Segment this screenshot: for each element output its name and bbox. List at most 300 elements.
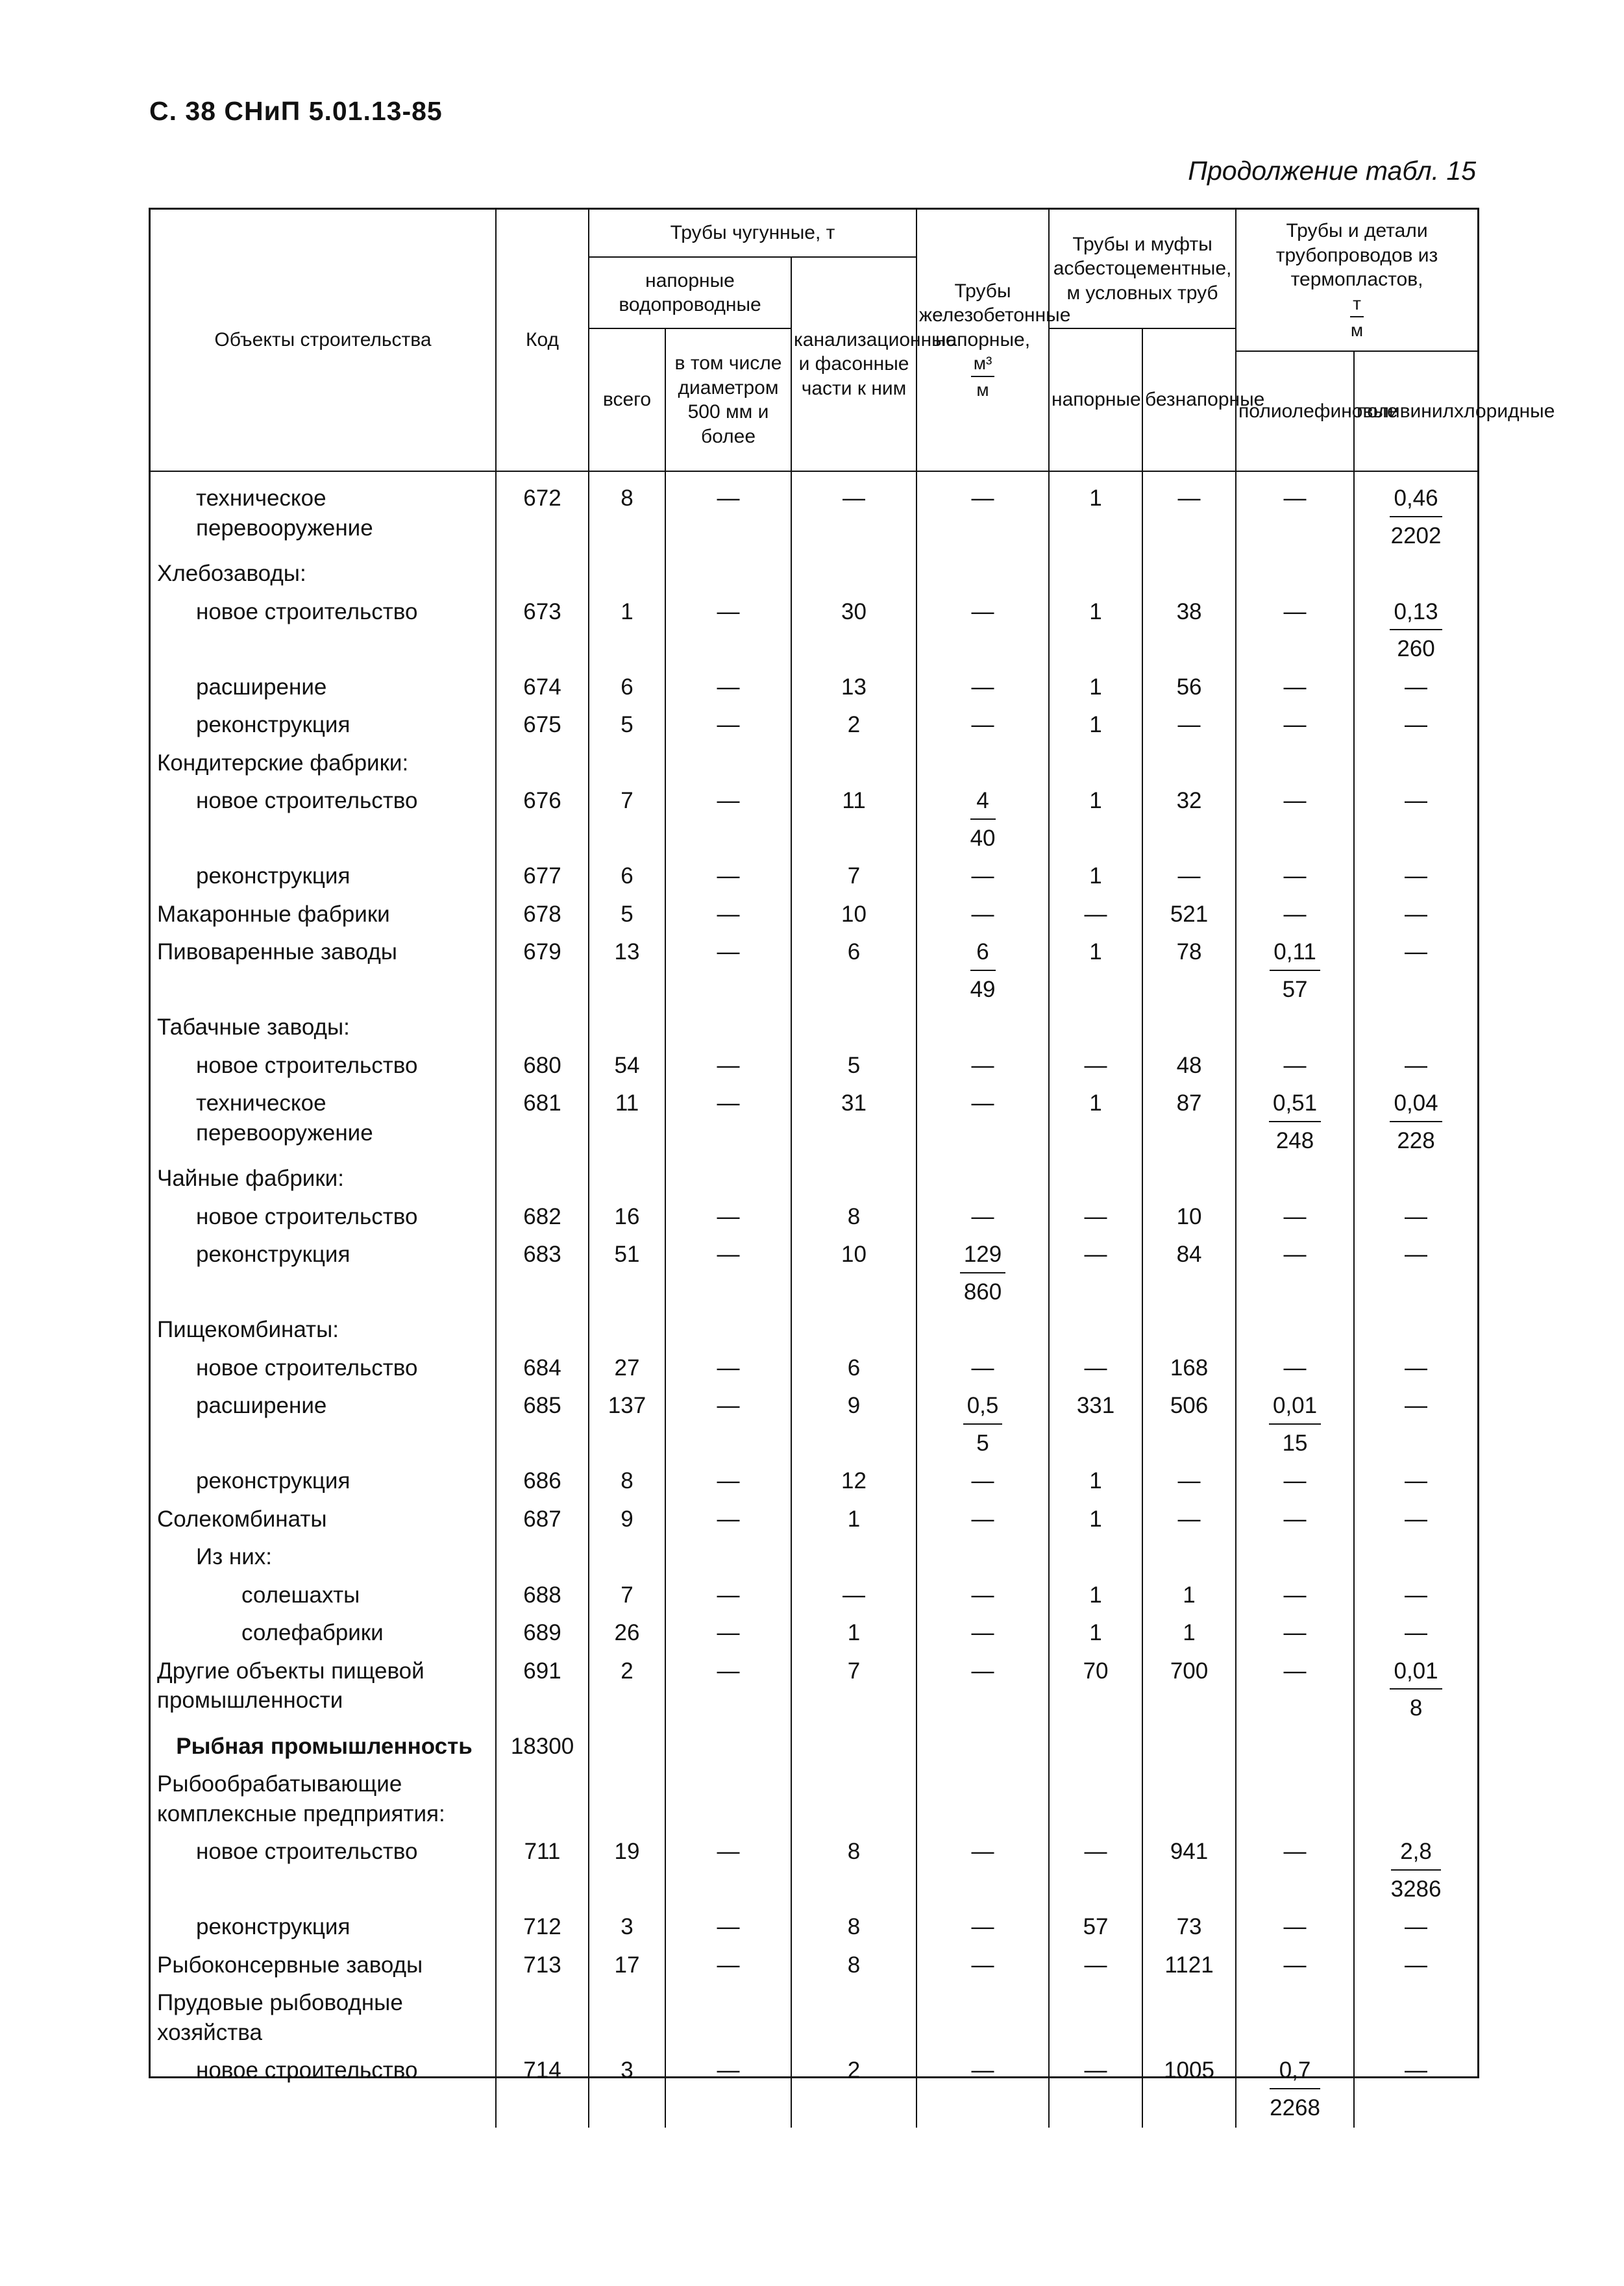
cell-code <box>496 1766 589 1834</box>
cell-polyolefin <box>1236 934 1354 1009</box>
cell-object-name: Пищекомбинаты: <box>157 1317 339 1342</box>
table-row <box>151 858 1477 896</box>
cell-asb-nonpressure: 1 <box>1142 1615 1236 1653</box>
cell-code: 674 <box>496 669 589 707</box>
cell-incl-500 <box>665 1539 791 1577</box>
cell-rc-pipes <box>917 1539 1049 1577</box>
cell-asb-nonpressure <box>1142 1161 1236 1199</box>
cell-polyolefin: — <box>1236 1653 1354 1728</box>
col-asb-nonpressure: безнапорные <box>1142 328 1236 471</box>
cell-incl-500 <box>665 1161 791 1199</box>
cell-sewer: 2 <box>791 707 917 745</box>
cell-polyolefin: — <box>1236 1048 1354 1086</box>
cell-code <box>496 1161 589 1199</box>
cell-polyolefin: — <box>1236 1236 1354 1312</box>
cell-asb-pressure <box>1049 556 1142 594</box>
col-rc-unit <box>971 352 995 401</box>
cell-pvc: — <box>1354 707 1477 745</box>
cell-code: 680 <box>496 1048 589 1086</box>
cell-total: 6 <box>589 669 665 707</box>
cell-polyolefin <box>1236 745 1354 783</box>
cell-object-name: Табачные заводы: <box>157 1014 350 1040</box>
fraction-value <box>1390 484 1442 550</box>
table-row <box>151 1653 1477 1728</box>
cell-pvc <box>1354 556 1477 594</box>
cell-rc-pipes: — <box>917 1085 1049 1161</box>
cell-total: 137 <box>589 1388 665 1463</box>
cell-pvc <box>1354 1766 1477 1834</box>
table-row <box>151 783 1477 858</box>
cell-object-name: Макаронные фабрики <box>157 901 390 927</box>
cell-incl-500 <box>665 1728 791 1767</box>
cell-sewer <box>791 745 917 783</box>
cell-object-name: техническое перевооружение <box>196 1090 373 1146</box>
cell-object-name: расширение <box>196 1393 327 1418</box>
table-row <box>151 1577 1477 1616</box>
cell-code: 675 <box>496 707 589 745</box>
cell-asb-pressure: — <box>1049 1834 1142 1909</box>
cell-incl-500 <box>665 556 791 594</box>
cell-rc-pipes: — <box>917 1615 1049 1653</box>
fraction-value <box>1391 1837 1442 1904</box>
cell-sewer: 8 <box>791 1947 917 1985</box>
cell-sewer: 7 <box>791 1653 917 1728</box>
cell-code: 714 <box>496 2052 589 2128</box>
table-row <box>151 1048 1477 1086</box>
cell-code: 18300 <box>496 1728 589 1767</box>
cell-sewer: 5 <box>791 1048 917 1086</box>
table-row <box>151 2052 1477 2128</box>
cell-asb-nonpressure <box>1142 745 1236 783</box>
cell-polyolefin: — <box>1236 1501 1354 1540</box>
cell-total <box>589 1161 665 1199</box>
cell-total <box>589 556 665 594</box>
col-asbestos: Трубы и муфты асбестоцементные, м условных труб <box>1049 210 1236 328</box>
cell-pvc: — <box>1354 1615 1477 1653</box>
fraction-value <box>970 937 996 1004</box>
col-objects: Объекты строительства <box>151 210 496 471</box>
cell-rc-pipes <box>917 1236 1049 1312</box>
cell-asb-nonpressure: 506 <box>1142 1388 1236 1463</box>
col-rc-title: Трубы железобетонные напорные, <box>919 280 1071 350</box>
cell-code: 713 <box>496 1947 589 1985</box>
cell-polyolefin: — <box>1236 669 1354 707</box>
cell-polyolefin <box>1236 1312 1354 1350</box>
cell-sewer <box>791 1009 917 1048</box>
table-row <box>151 1728 1477 1767</box>
cell-rc-pipes: — <box>917 1909 1049 1947</box>
cell-asb-pressure: — <box>1049 1236 1142 1312</box>
data-table-frame <box>149 208 1555 2120</box>
cell-pvc: — <box>1354 858 1477 896</box>
cell-pvc <box>1354 1312 1477 1350</box>
cell-sewer: 11 <box>791 783 917 858</box>
cell-total <box>589 1985 665 2052</box>
cell-rc-pipes: — <box>917 707 1049 745</box>
cell-incl-500 <box>665 1312 791 1350</box>
table-row <box>151 1236 1477 1312</box>
cell-code: 691 <box>496 1653 589 1728</box>
cell-incl-500: — <box>665 707 791 745</box>
col-asb-pressure: напорные <box>1049 328 1142 471</box>
cell-total <box>589 1728 665 1767</box>
cell-object-name: новое строительство <box>196 1839 418 1864</box>
cell-pvc: — <box>1354 1350 1477 1388</box>
cell-incl-500: — <box>665 1501 791 1540</box>
cell-polyolefin: — <box>1236 1577 1354 1616</box>
cell-incl-500: — <box>665 1236 791 1312</box>
cell-polyolefin: — <box>1236 1199 1354 1237</box>
cell-asb-pressure: 1 <box>1049 707 1142 745</box>
cell-asb-pressure <box>1049 1161 1142 1199</box>
cell-incl-500: — <box>665 934 791 1009</box>
cell-rc-pipes <box>917 1161 1049 1199</box>
cell-asb-pressure: 1 <box>1049 471 1142 556</box>
table-row <box>151 556 1477 594</box>
cell-asb-nonpressure: 1121 <box>1142 1947 1236 1985</box>
table-row <box>151 1085 1477 1161</box>
cell-total: 17 <box>589 1947 665 1985</box>
cell-asb-pressure: 1 <box>1049 1463 1142 1501</box>
cell-code: 683 <box>496 1236 589 1312</box>
cell-total: 7 <box>589 1577 665 1616</box>
cell-pvc: — <box>1354 934 1477 1009</box>
thermo-unit-num: т <box>1350 292 1364 317</box>
fraction-denominator: 57 <box>1282 976 1308 1002</box>
cell-pvc <box>1354 1728 1477 1767</box>
cell-code: 684 <box>496 1350 589 1388</box>
cell-pvc: — <box>1354 1388 1477 1463</box>
table-row <box>151 1501 1477 1540</box>
cell-code: 688 <box>496 1577 589 1616</box>
cell-rc-pipes: — <box>917 1834 1049 1909</box>
cell-object-name: реконструкция <box>196 1914 351 1939</box>
fraction-value <box>1270 937 1320 1004</box>
cell-rc-pipes: — <box>917 471 1049 556</box>
cell-polyolefin <box>1236 2052 1354 2128</box>
cell-object-name: Кондитерские фабрики: <box>157 750 409 776</box>
cell-object-name: новое строительство <box>196 1052 418 1078</box>
cell-code: 687 <box>496 1501 589 1540</box>
cell-rc-pipes <box>917 1766 1049 1834</box>
cell-total: 1 <box>589 594 665 669</box>
cell-incl-500: — <box>665 1388 791 1463</box>
cell-total: 8 <box>589 1463 665 1501</box>
table-row <box>151 1161 1477 1199</box>
cell-code <box>496 556 589 594</box>
cell-sewer: 31 <box>791 1085 917 1161</box>
cell-polyolefin: — <box>1236 783 1354 858</box>
cell-pvc: — <box>1354 1048 1477 1086</box>
table-row <box>151 1766 1477 1834</box>
table-body <box>151 471 1477 2128</box>
cell-sewer: 10 <box>791 896 917 935</box>
cell-incl-500: — <box>665 1653 791 1728</box>
cell-pvc: — <box>1354 669 1477 707</box>
col-code: Код <box>496 210 589 471</box>
cell-sewer: 1 <box>791 1615 917 1653</box>
cell-pvc: — <box>1354 783 1477 858</box>
cell-polyolefin <box>1236 1161 1354 1199</box>
cell-pvc: — <box>1354 1947 1477 1985</box>
cell-total <box>589 745 665 783</box>
col-thermoplastic <box>1236 210 1477 351</box>
cell-sewer: 8 <box>791 1834 917 1909</box>
cell-sewer <box>791 1985 917 2052</box>
cell-pvc <box>1354 1985 1477 2052</box>
fraction-denominator: 8 <box>1409 1695 1423 1721</box>
cell-asb-pressure: — <box>1049 1947 1142 1985</box>
cell-asb-nonpressure: — <box>1142 858 1236 896</box>
cell-total: 13 <box>589 934 665 1009</box>
page-header: С. 38 СНиП 5.01.13-85 <box>149 96 443 126</box>
cell-rc-pipes: — <box>917 1653 1049 1728</box>
fraction-denominator: 49 <box>970 976 996 1002</box>
cell-sewer: 6 <box>791 934 917 1009</box>
cell-incl-500: — <box>665 1615 791 1653</box>
cell-code <box>496 745 589 783</box>
cell-asb-nonpressure: 1 <box>1142 1577 1236 1616</box>
cell-asb-pressure: 1 <box>1049 858 1142 896</box>
cell-object-name: новое строительство <box>196 1355 418 1381</box>
cell-asb-pressure <box>1049 1985 1142 2052</box>
rc-unit-num: м³ <box>971 352 995 377</box>
cell-object-name: новое строительство <box>196 788 418 813</box>
cell-object-name: Хлебозаводы: <box>157 561 306 586</box>
col-sewer: канализационные и фасонные части к ним <box>791 257 917 471</box>
cell-sewer <box>791 1728 917 1767</box>
table-continuation-label: Продолжение табл. 15 <box>1188 156 1476 186</box>
cell-total: 6 <box>589 858 665 896</box>
cell-object-name: Прудовые рыбоводные хозяйства <box>157 1990 403 2045</box>
cell-asb-pressure: 1 <box>1049 669 1142 707</box>
cell-asb-nonpressure <box>1142 1766 1236 1834</box>
cell-polyolefin: — <box>1236 1909 1354 1947</box>
cell-asb-nonpressure <box>1142 1728 1236 1767</box>
fraction-value <box>970 786 996 853</box>
table-row <box>151 1615 1477 1653</box>
cell-sewer: 13 <box>791 669 917 707</box>
cell-asb-pressure <box>1049 745 1142 783</box>
cell-sewer: 8 <box>791 1909 917 1947</box>
cell-pvc: — <box>1354 2052 1477 2128</box>
cell-code: 712 <box>496 1909 589 1947</box>
cell-polyolefin <box>1236 1539 1354 1577</box>
cell-pvc <box>1354 1834 1477 1909</box>
cell-incl-500: — <box>665 1085 791 1161</box>
cell-object-name: Другие объекты пищевой промышленности <box>157 1658 424 1713</box>
cell-incl-500: — <box>665 783 791 858</box>
cell-asb-nonpressure: 48 <box>1142 1048 1236 1086</box>
cell-sewer: — <box>791 1577 917 1616</box>
fraction-denominator: 860 <box>963 1279 1002 1305</box>
cell-asb-nonpressure: — <box>1142 707 1236 745</box>
fraction-numerator: 0,7 <box>1270 2056 1320 2089</box>
cell-asb-pressure: — <box>1049 1199 1142 1237</box>
fraction-numerator: 0,5 <box>963 1391 1003 1425</box>
col-polyolefin: полиолефиновые <box>1236 351 1354 471</box>
cell-sewer: 6 <box>791 1350 917 1388</box>
fraction-numerator: 129 <box>960 1240 1005 1273</box>
table-row <box>151 471 1477 556</box>
cell-asb-nonpressure <box>1142 556 1236 594</box>
cell-sewer: 10 <box>791 1236 917 1312</box>
fraction-numerator: 0,46 <box>1390 484 1442 517</box>
cell-total <box>589 1539 665 1577</box>
cell-sewer: 1 <box>791 1501 917 1540</box>
cell-object-name: реконструкция <box>196 1468 351 1493</box>
cell-total: 9 <box>589 1501 665 1540</box>
cell-code <box>496 1539 589 1577</box>
cell-object-name: новое строительство <box>196 2058 418 2083</box>
cell-asb-pressure <box>1049 1539 1142 1577</box>
cell-asb-pressure: 1 <box>1049 934 1142 1009</box>
cell-sewer: 9 <box>791 1388 917 1463</box>
cell-object-name: Чайные фабрики: <box>157 1166 344 1191</box>
table-header <box>151 210 1555 471</box>
cell-code: 689 <box>496 1615 589 1653</box>
table-row <box>151 1539 1477 1577</box>
cell-pvc: — <box>1354 1463 1477 1501</box>
cell-total: 5 <box>589 896 665 935</box>
cell-asb-nonpressure <box>1142 1985 1236 2052</box>
table-row <box>151 1388 1477 1463</box>
cell-incl-500 <box>665 1009 791 1048</box>
cell-total: 26 <box>589 1615 665 1653</box>
cell-sewer <box>791 1312 917 1350</box>
table-row <box>151 934 1477 1009</box>
cell-asb-pressure: 331 <box>1049 1388 1142 1463</box>
cell-object-name: Рыбообрабатывающие комплексные предприятия: <box>157 1771 445 1826</box>
cell-asb-nonpressure: 32 <box>1142 783 1236 858</box>
rc-unit-den: м <box>976 380 989 400</box>
table-row <box>151 1199 1477 1237</box>
cell-asb-nonpressure: 1005 <box>1142 2052 1236 2128</box>
cell-pvc <box>1354 1161 1477 1199</box>
cell-asb-pressure <box>1049 1312 1142 1350</box>
fraction-denominator: 248 <box>1275 1127 1314 1153</box>
cell-object-name: новое строительство <box>196 598 418 624</box>
cell-code: 685 <box>496 1388 589 1463</box>
cell-asb-pressure: — <box>1049 896 1142 935</box>
cell-pvc <box>1354 1653 1477 1728</box>
cell-polyolefin: — <box>1236 594 1354 669</box>
cell-total: 51 <box>589 1236 665 1312</box>
cell-incl-500: — <box>665 669 791 707</box>
cell-polyolefin: — <box>1236 1615 1354 1653</box>
cell-object-name: реконструкция <box>196 1242 351 1267</box>
cell-code: 681 <box>496 1085 589 1161</box>
col-pressure-water: напорные водопроводные <box>589 257 791 328</box>
fraction-numerator: 0,13 <box>1390 597 1442 631</box>
table-row <box>151 594 1477 669</box>
cell-asb-nonpressure: 73 <box>1142 1909 1236 1947</box>
fraction-denominator: 260 <box>1397 636 1435 661</box>
cell-total: 8 <box>589 471 665 556</box>
fraction-denominator: 5 <box>976 1430 989 1456</box>
cell-rc-pipes: — <box>917 1463 1049 1501</box>
cell-polyolefin <box>1236 1388 1354 1463</box>
cell-rc-pipes <box>917 1009 1049 1048</box>
cell-object-name: техническое перевооружение <box>196 485 373 541</box>
cell-asb-pressure <box>1049 1766 1142 1834</box>
cell-pvc <box>1354 1539 1477 1577</box>
table-row <box>151 707 1477 745</box>
fraction-denominator: 3286 <box>1390 1876 1442 1902</box>
cell-polyolefin <box>1236 1766 1354 1834</box>
fraction-denominator: 40 <box>970 825 996 851</box>
cell-total: 19 <box>589 1834 665 1909</box>
table-row <box>151 1985 1477 2052</box>
cell-object-name: Пивоваренные заводы <box>157 939 397 965</box>
cell-code: 672 <box>496 471 589 556</box>
cell-pvc: — <box>1354 1577 1477 1616</box>
cell-pvc <box>1354 594 1477 669</box>
cell-rc-pipes: — <box>917 594 1049 669</box>
cell-pvc <box>1354 1085 1477 1161</box>
fraction-denominator: 228 <box>1397 1127 1435 1153</box>
cell-object-name: Из них: <box>196 1544 273 1569</box>
cell-asb-pressure: 1 <box>1049 1577 1142 1616</box>
cell-pvc: — <box>1354 896 1477 935</box>
cell-rc-pipes: — <box>917 896 1049 935</box>
cell-incl-500: — <box>665 2052 791 2128</box>
cell-total: 54 <box>589 1048 665 1086</box>
cell-rc-pipes: — <box>917 2052 1049 2128</box>
cell-pvc <box>1354 1009 1477 1048</box>
fraction-value <box>1390 1088 1442 1155</box>
cell-code: 676 <box>496 783 589 858</box>
cell-rc-pipes <box>917 1985 1049 2052</box>
cell-rc-pipes: — <box>917 1199 1049 1237</box>
cell-sewer <box>791 1539 917 1577</box>
cell-rc-pipes <box>917 745 1049 783</box>
data-table <box>151 210 1555 2128</box>
cell-sewer: 30 <box>791 594 917 669</box>
cell-asb-nonpressure: — <box>1142 1501 1236 1540</box>
cell-total: 5 <box>589 707 665 745</box>
cell-code: 679 <box>496 934 589 1009</box>
cell-asb-nonpressure: 168 <box>1142 1350 1236 1388</box>
cell-object-name: Рыбоконсервные заводы <box>157 1952 423 1978</box>
cell-code: 682 <box>496 1199 589 1237</box>
cell-object-name: реконструкция <box>196 712 351 737</box>
cell-incl-500: — <box>665 1199 791 1237</box>
cell-polyolefin: — <box>1236 896 1354 935</box>
cell-pvc: — <box>1354 1501 1477 1540</box>
cell-code <box>496 1312 589 1350</box>
cell-asb-nonpressure <box>1142 1009 1236 1048</box>
cell-asb-nonpressure: 78 <box>1142 934 1236 1009</box>
cell-asb-pressure: 1 <box>1049 1615 1142 1653</box>
fraction-numerator: 0,01 <box>1390 1656 1442 1690</box>
cell-polyolefin <box>1236 556 1354 594</box>
cell-polyolefin: — <box>1236 1350 1354 1388</box>
cell-rc-pipes: — <box>917 858 1049 896</box>
cell-polyolefin <box>1236 1085 1354 1161</box>
cell-asb-nonpressure <box>1142 1539 1236 1577</box>
table-row <box>151 669 1477 707</box>
fraction-numerator: 2,8 <box>1391 1837 1442 1871</box>
cell-code: 673 <box>496 594 589 669</box>
col-total: всего <box>589 328 665 471</box>
cell-asb-pressure: — <box>1049 2052 1142 2128</box>
cell-total: 2 <box>589 1653 665 1728</box>
cell-total <box>589 1009 665 1048</box>
cell-polyolefin: — <box>1236 1834 1354 1909</box>
cell-rc-pipes: — <box>917 1577 1049 1616</box>
cell-sewer: — <box>791 471 917 556</box>
